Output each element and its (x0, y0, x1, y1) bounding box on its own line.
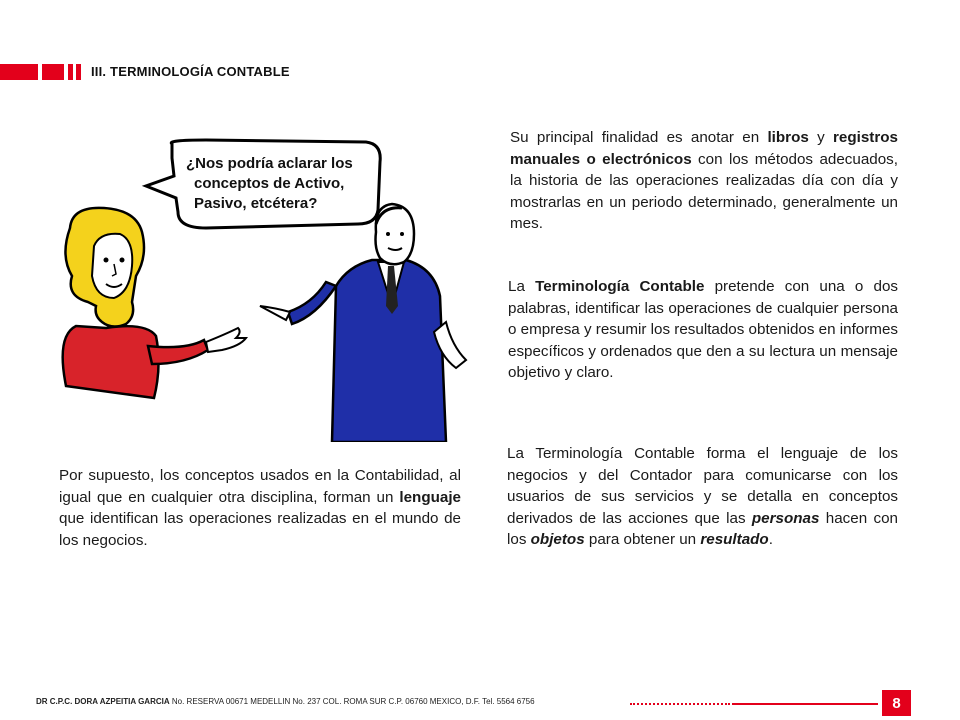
page-number: 8 (882, 690, 911, 716)
paragraph-concepts-language: Por supuesto, los conceptos usados en la Contabilidad, al igual que en cualquier otra disciplina, forman un lenguaje que identifican las operaciones realizadas en el mundo de los negocios. (59, 467, 461, 549)
section-title: III. TERMINOLOGÍA CONTABLE (91, 64, 290, 79)
paragraph-terminology-definition: La Terminología Contable pretende con una o dos palabras, identificar las operaciones de cualquier persona o empresa y resumir los resultados obtenidos en informes específicos y ordenados que den a su lectura un mensaje objetivo y claro. (508, 278, 898, 382)
speech-bubble (146, 140, 380, 228)
paragraph-language-of-business: La Terminología Contable forma el lenguaje de los negocios y del Contador para comunicarse con los usuarios de sus servicios y se detalla en conceptos derivados de las acciones que las personas hacen con los objetos para obtener un resultado. (507, 445, 898, 549)
cartoon-illustration (36, 136, 468, 442)
woman-figure (63, 208, 246, 398)
paragraph-main-purpose: Su principal finalidad es anotar en libros y registros manuales o electrónicos con los métodos adecuados, la historia de las operaciones realizadas día con día y mostrarlas en un periodo determinado, generalmente un mes. (510, 129, 898, 233)
bubble-line-1: ¿Nos podría aclarar los (186, 155, 353, 172)
footer-credits: DR C.P.C. DORA AZPEITIA GARCIA No. RESERVA 00671 MEDELLIN No. 237 COL. ROMA SUR C.P. 06760 MEXICO, D.F. Tel. 5564 6756 (36, 697, 535, 706)
man-figure (260, 204, 466, 442)
footer-solid-line (732, 703, 878, 705)
bubble-line-2: conceptos de Activo, (194, 175, 345, 192)
bubble-line-3: Pasivo, etcétera? (194, 195, 318, 212)
footer-dotted-line (630, 703, 730, 705)
